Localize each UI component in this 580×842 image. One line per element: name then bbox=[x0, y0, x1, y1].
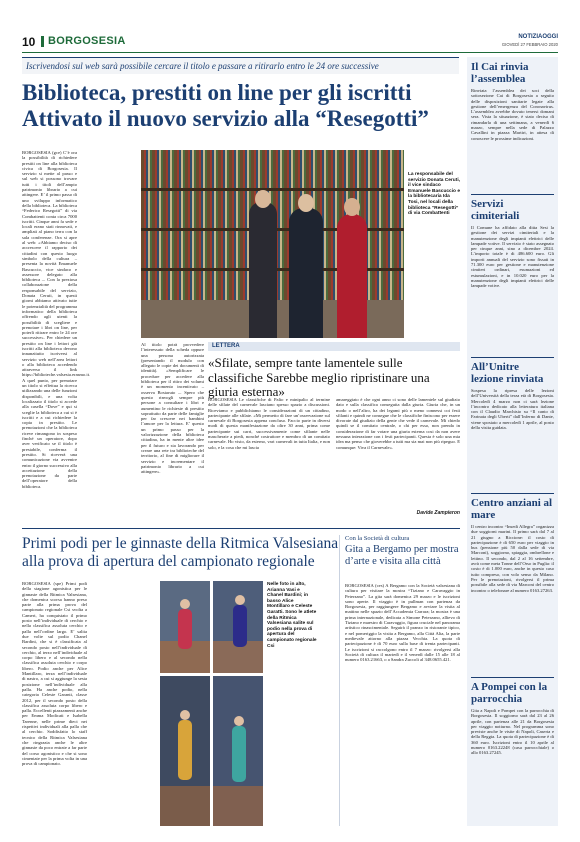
letter-col2: amareggiato è che ogni anno ci sono delle lamentele sul giudizio dato e sulla classifica conseguita dalla giuria. Giuria che, in un modo o nell’altro, ha dei legami più o meno connessi coi festi sfilanti e quindi ne consegue che le classifiche finiscono per essere divorate dal giudizio della gente che vede il carnevale. Mi chiedo quindi se il comitato centrale, o chi per esso, non prenda in considerazione di far votare una giuria esterna cosi da non avere nessuna interazione con i festi partecipanti. Questa è solo una mia idea ma penso che gioverebbe a tutti ma sia mai non più ripeguo. E comunque: Viva il Carnevale». bbox=[336, 397, 460, 450]
main-article-col2: Al titolo potrà provvedere l’interessato della scheda oppure una persona autorizzata (presentando il modulo con allegato le copie dei documenti di identità). «Semplificare le procedure per accedere alla biblioteca per il ritiro dei volumi è un momento incentivato – osserva Bostaruto –. Spero che questo rinvogli sempre più persone a consultare i libri e aumentino le richieste di prestito soprattutto da parte delle famiglie per far crescere nei bambini l’amore per la lettura. E’ questo un primo passo per la valorizzazione della biblioteca cittadina, ha in mente altre idee per il futuro e sta lavorando per creare una rete tra biblioteche del territorio, al fine di migliorare il servizio e incrementare il patrimonio librario a cui attingere». bbox=[141, 342, 204, 475]
sidebar-item-body: Il centro incontro “Insedi Allegra” organizza due soggiorni marini. Il primo sarà dal 7 al 21 giugno a Riccione: il costo di partecipazione è di 650 euro per viaggio in bus (pensione più 50 dalla sede di via Marconi), soggiorno, spiaggia, ombrellone e lettino. Il secondo, dal 2 al 16 settembre, avrà come meta Tonne dell’Orso in Puglia: il costo è di 1.000 euro, anche in questo caso tutto compreso, con volo senso da Milano. Per le prenotazioni, rivolgersi il prima possibile alla sede di via Marconi del centro incontro o telefonare al numero 0163.27263. bbox=[471, 524, 554, 593]
library-photo bbox=[141, 150, 404, 338]
ritmica-headline-2: alla prova di apertura del campionato regionale bbox=[22, 553, 315, 570]
gymnast-photo-3 bbox=[160, 676, 210, 826]
person-3 bbox=[337, 214, 367, 338]
gita-kicker: Con la Società di cultura bbox=[345, 535, 410, 542]
page-number: 10 bbox=[22, 35, 36, 49]
sidebar-item-body: Il Comune ha affidato alla ditta Sesi la gestione dei servizi cimiteriali e la manutenzione degli impianti elettrici delle lampade votive. Il servizio è stato assegnato per cinque anni, sino a dicembre 2024. L’importo totale è di 486.600 euro. Gli importi annuali del servizio sono fissati in 71.300 euro per gestione e manutenzione cimiteri ordinari, esumazioni ed estumulazioni, e in 10.020 euro per la manutenzione degli impianti elettrici delle lampade votive. bbox=[471, 225, 554, 289]
header-rule bbox=[22, 52, 558, 53]
gymnast-photo-caption: Nelle foto in alto, Arianna Vasi e Chanel Bardini; in basso Alice Montillaro e Celeste Garatti. Sono le atlete della Ritmica Valsesiana salite sul podio nella prova di apertura del campionato regionale Csi bbox=[267, 582, 317, 649]
main-kicker-text: Iscrivendosi sul web sarà possibile cercare il titolo e passare a ritirarlo entro le 24 ore successive bbox=[26, 61, 379, 71]
main-kicker bbox=[22, 57, 459, 74]
section-bar-icon bbox=[41, 36, 44, 47]
ritmica-col1: BORGOSESIA (spe) Primi podi della stagione agonistica per le ginnaste della Ritmica Valsesiana, che domenica scorsa hanno preso parte alla prima prova del campionato regionale Csi svolta a Cameri, ha conquistato il primo posto nell’individuale di cerchio e nella classifica assoluta cerchio e palla nell’ordine largo. E’ salita due volte sul podio Chanel Bardini, che si è classificata al secondo posto nell’individuale di cerchio, al terzo nell’individuale al corpo libero e al secondo nella classifica assoluta cerchio e corpo libero. Podio anche per Alice Mantillaro, terza nell’individuale di nastro, a cui si aggiunge la sesta posizione nell’individuale alla palla. Ha anche podio, nella categoria Celeste Garanti, classe 2012, per il secondo posto della classifica assoluta corpo libero e palla. Eccellenti piazzamenti anche per Emma Modicati e Isabella Tarenne, nelle prime dieci nei rispettivi individuali alla palla che al cerchio. Soddisfatto lo staff tecnico della Ritmica Valsesiana che ringrazia anche le altre ginnaste da poco entrate a far parte del corso agonistico e che si sono cimentate per la prima volta in una prova di campionato. bbox=[22, 581, 87, 767]
gita-body-col1: BORGOSESIA (ces) A Bergamo con la Società valsesiana di cultura per visitare la mostra “Tiziano e Caravaggio in Peterzano”. La gita sarà domenica 29 marzo e le iscrizioni sono aperte. Il viaggio è in pullman con partenza da Borgosesia, per raggiungere Bergamo e avviare la visita al mattino nelle spazio dell’Accademia Carrara; la mostra è una prima internazionale, dedicata a Simone Peterzano, allievo di Tiziano e maestro di Caravaggio, figura cruciale nel panorama artistico rinascimentale. Seguirà il pranzo in ristorante tipico, e nel pomeriggio la visita a Bergamo, alla Città Alta, la parte medievale attorno alla piazza Vecchia. La quota di partecipazione è di 70 euro sulla base di trenta partecipanti. Le iscrizioni si raccolgono entro il 7 marzo: rivolgersi alla Società di cultura il martedì e il venerdì dalle 15 alle 18 al numero 0163.21663, o a Sandra Zuccoli al 348.0655.421. bbox=[345, 583, 460, 663]
letter-col1: BORGOSESIA Le classifiche di Palio e minipalio al termine delle sfilate del carnevale lasciano spesso spazio a discussioni. Riceviamo e pubblichiamo le considerazioni di un cittadino, partecipante alle sfilate. «Mi permetto di fare un’osservazione sul carnevale di Borgosesia appena concluso. Faccio parte in diversi modi di questa manifestazione da oltre 30 anni, prima come partecipante sui carri, successivamente come sfilante nelle mascherate a piedi, nonché costruttore e membro di un comitato carnevale. Ho visto, da esterno, vari carnevali in tutta Italia, e non solo, e la cosa che mi lascia bbox=[208, 397, 330, 450]
mid-rule bbox=[22, 528, 460, 529]
sidebar-item-title: All’Unitre lezione rinviata bbox=[471, 361, 544, 385]
sidebar-item-servizi bbox=[471, 198, 554, 353]
letter-headline: «Sfilate, sempre tante lamentele sulle classifiche Sarebbe meglio ripristinare una giuria esterna» bbox=[208, 355, 430, 399]
sidebar-item-unitre bbox=[471, 361, 554, 484]
gymnast-photo-2 bbox=[213, 581, 263, 673]
gymnast-photo-1 bbox=[160, 581, 210, 673]
library-photo-caption: La responsabile del servizio Donata Ceruti, il vice sindaco Emanuele Bascuccio e la bibliotecaria Ida Tosi, nel locali della biblioteca “Resegotti” di via Combattenti bbox=[408, 172, 460, 217]
main-headline-2: Attivato il nuovo servizio alla “Resegotti” bbox=[22, 106, 429, 131]
page-header bbox=[22, 34, 558, 50]
sidebar-item-title: A Pompei con la parrocchia bbox=[471, 681, 548, 705]
gita-headline: Gita a Bergamo per mostra d’arte e visita alla città bbox=[345, 544, 459, 567]
letter-label-bar bbox=[208, 342, 460, 351]
person-1 bbox=[249, 202, 277, 338]
ritmica-col1b bbox=[90, 581, 155, 826]
section-name: BORGOSESIA bbox=[48, 35, 126, 47]
sidebar-item-title: Il Cai rinvia l’assemblea bbox=[471, 61, 529, 85]
sidebar-item-body: Sospesa la ripresa delle lezioni dell’Università della terza età di Borgosesia. Mercoledì 4 marzo non ci sarà lezione l’incontro dedicato alla letteratura italiana con il Claudio Marchisio su “Il canto di Farinata degli Uberti” dall’Inferno di Dante, viene spostato a mercoledì 1 aprile, al posto della visita guidata. bbox=[471, 388, 554, 431]
gymnast-photo-4 bbox=[213, 676, 263, 826]
issue-date: GIOVEDÌ 27 FEBBRAIO 2020 bbox=[501, 42, 558, 47]
sidebar-item-title: Centro anziani al mare bbox=[471, 497, 553, 521]
sidebar-item-cai bbox=[471, 61, 554, 178]
letter-label: LETTERA bbox=[212, 343, 240, 349]
sidebar-item-pompei bbox=[471, 681, 554, 820]
ritmica-headline-1: Primi podi per le ginnaste della Ritmica Valsesiana bbox=[22, 535, 339, 552]
brand-logo: NOTIZIAOGGI bbox=[518, 34, 558, 40]
main-article-col1: BORGOSESIA (gce) C’è ora la possibilità di richiedere prestiti on line alla biblioteca civica di Borgosesia. Il servizio si mette al passo e sul web si possono trovare tutti i titoli dell’ampio patrimonio librario a cui attingere. E’ il primo passo di uno sviluppo informatico della biblioteca. La biblioteca “Federico Resegotti” di via Combattenti conta circa 7000 iscritti. Cinque anni fa sede e locali erano stati rinnovati, e ampliati al piano terra con la sala conferenze. Ora si apre al web: «Abbiamo deciso di accrescere il rapporto dei cittadini con questo luogo simbolo della cultura – presenta la novità Emanuele Bascuccio, vice sindaco e assessore delegato alla biblioteca –. Con la preziosa collaborazione della responsabile del servizio, Donata Ceruti, in questi giorni abbiamo attivato tutte le potenzialità del programma informatico della biblioteca offrendo agli utenti la possibilità di scegliere e prenotare i libri on line, per poterli ritirare entro le 24 ore successive». Per chiedere un prestito on line i lettori già iscritti alla biblioteca devono innanzitutto iscriversi al servizio web nell’area lettori o alla biblioteca accedendo attraverso il link https://biblioteche.valsesia.erasmo.it. A quel punto, per prenotare un titolo si effettua la ricerca utilizzando una delle funzioni disponibili, e una volta localizzato il titolo si accede alla casella “Dove” e qui si sceglie la biblioteca a cui si è iscritti e a cui richiedere la copia in prestito. Le prenotazioni che la biblioteca riceve rimangono in sospeso finché un operatore, dopo aver verificato se il titolo è prestabile, conferma il prestito. Si riceverà una comunicazione via avvenire entro il giorno successivo alla accettazione della prenotazione da parte dell’operatore della biblioteca. bbox=[22, 150, 91, 489]
sidebar-item-body: Rinviata l’assemblea dei soci della sottosezione Cai di Borgosesia a seguito delle disposizioni sanitarie legate alla gestione dell’emergenza del Coronavirus. L’assemblea avrebbe dovuto tenersi domani sera. Vista la situazione, è stato deciso di rimandarla di una settimana, a venerdì 6 marzo, sempre nella sede di Palazzo Cavallini in piazza Martiri, in attesa di conoscere le prossime indicazioni. bbox=[471, 88, 554, 141]
sidebar-item-body: Gita a Napoli e Pompei con la parrocchia di Borgosesia. Il soggiorno sarà dal 23 al 26 aprile, con partenza alle 21 da Borgosesia per viaggio notturno. Nel programma sono previste anche le visite di Napoli, Caserta e della Reggia. La quota di partecipazione è di 360 euro. Iscrizioni entro il 10 aprile al numero 0163.22248 (casa parrocchiale) o allo 0163.27245. bbox=[471, 708, 554, 756]
sidebar bbox=[467, 57, 558, 826]
sidebar-item-title: Servizi cimiteriali bbox=[471, 198, 520, 222]
main-headline-1: Biblioteca, prestiti on line per gli iscritti bbox=[22, 80, 412, 105]
main-article-col1b bbox=[81, 150, 136, 525]
letter-signature: Davide Zampieron bbox=[416, 510, 460, 516]
sidebar-item-anziani bbox=[471, 497, 554, 672]
gita-divider bbox=[339, 535, 340, 826]
person-2 bbox=[289, 208, 323, 338]
